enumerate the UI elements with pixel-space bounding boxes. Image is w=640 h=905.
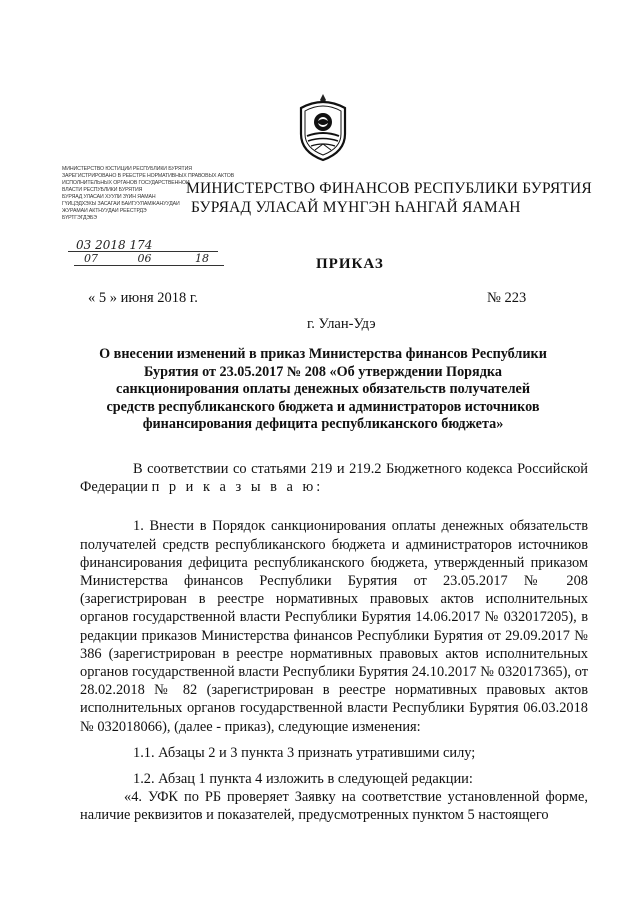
preamble — [80, 460, 588, 496]
document-date: « 5 » июня 2018 г. — [88, 290, 198, 306]
buryatia-coat-of-arms-icon — [295, 92, 351, 162]
stamp-date-year: 18 — [195, 252, 209, 265]
paragraph-item-1-2: 1.2. Абзац 1 пункта 4 изложить в следующей редакции: — [133, 771, 473, 788]
stamp-reg-number: 03 2018 174 — [76, 238, 153, 252]
stamp-line: ИСПОЛНИТЕЛЬНЫХ ОРГАНОВ ГОСУДАРСТВЕННОЙ — [62, 180, 190, 186]
stamp-line: БУРЯАД УЛАСАЙ ХУУЛИ ЗҮЙН ЯАМАН — [62, 194, 156, 200]
paragraph-item-1: 1. Внести в Порядок санкционирования оплаты денежных обязательств получателей средств республиканского бюджета и администраторов источников финансирования дефицита республиканского бюджета, утвержденный приказом Министерства финансов Республики Бурятия от 23.05.2017 № 208 (зарегистрирован в реестре нормативных правовых актов исполнительных органов государственной власти Республики Бурятия 14.06.2017 № 032017205), в редакции приказов Министерства финансов Республики Бурятия от 29.09.2017 № 386 (зарегистрирован в реестре нормативных правовых актов исполнительных органов государственной власти Республики Бурятия 24.10.2017 № 032017365), от 28.02.2018 № 82 (зарегистрирован в реестре нормативных правовых актов исполнительных органов государственной власти Республики Бурятия 06.03.2018 № 032018066), (далее - приказ), следующие изменения: — [80, 518, 588, 735]
stamp-date-day: 07 — [84, 252, 98, 265]
document-number: № 223 — [487, 290, 527, 306]
stamp-line: БҮРТГЭГДЭБЭ — [62, 215, 97, 221]
stamp-line: ВЛАСТИ РЕСПУБЛИКИ БУРЯТИЯ — [62, 187, 143, 193]
stamp-underline — [74, 265, 224, 266]
document-body — [80, 460, 588, 825]
document-type: ПРИКАЗ — [316, 256, 384, 272]
document-title: О внесении изменений в приказ Министерства финансов Республики Бурятия от 23.05.2017 № 208 «Об утверждении Порядка санкционирования оплаты денежных обязательств получателей средств республиканского бюджета и администраторов источников финансирования дефицита республиканского бюджета» — [99, 346, 547, 433]
stamp-reg-date — [62, 252, 209, 265]
preamble-order: п р и к а з ы в а ю: — [151, 479, 324, 496]
paragraph-item-1-1: 1.1. Абзацы 2 и 3 пункта 3 признать утратившими силу; — [133, 744, 476, 761]
paragraph-item-1-2-text: «4. УФК по РБ проверяет Заявку на соответствие установленной форме, наличие реквизитов и показателей, предусмотренных пунктом 5 настоящего — [80, 789, 588, 824]
stamp-line: ЖУРАМАЙ АКТНУУДАЙ РЕЕСТРДЭ — [62, 208, 147, 214]
stamp-line: ГҮЙЦЭДХЭХЫ ЗАСАГАЙ БАЙГУУЛАМЖАНУУДАЙ — [62, 201, 180, 207]
preamble-text: В соответствии со статьями 219 и 219.2 Бюджетного кодекса Российской Федерации — [80, 461, 588, 496]
stamp-line: ЗАРЕГИСТРИРОВАНО В РЕЕСТРЕ НОРМАТИВНЫХ ПРАВОВЫХ АКТОВ — [62, 173, 235, 179]
stamp-date-month: 06 — [137, 252, 152, 265]
ministry-name-ru: МИНИСТЕРСТВО ФИНАНСОВ РЕСПУБЛИКИ БУРЯТИЯ — [186, 180, 592, 197]
document-city: г. Улан-Удэ — [307, 316, 376, 332]
stamp-line: МИНИСТЕРСТВО ЮСТИЦИИ РЕСПУБЛИКИ БУРЯТИЯ — [62, 166, 192, 172]
ministry-name-bur: БУРЯАД УЛАСАЙ МҮНГЭН ҺАНГАЙ ЯАМАН — [191, 199, 521, 216]
